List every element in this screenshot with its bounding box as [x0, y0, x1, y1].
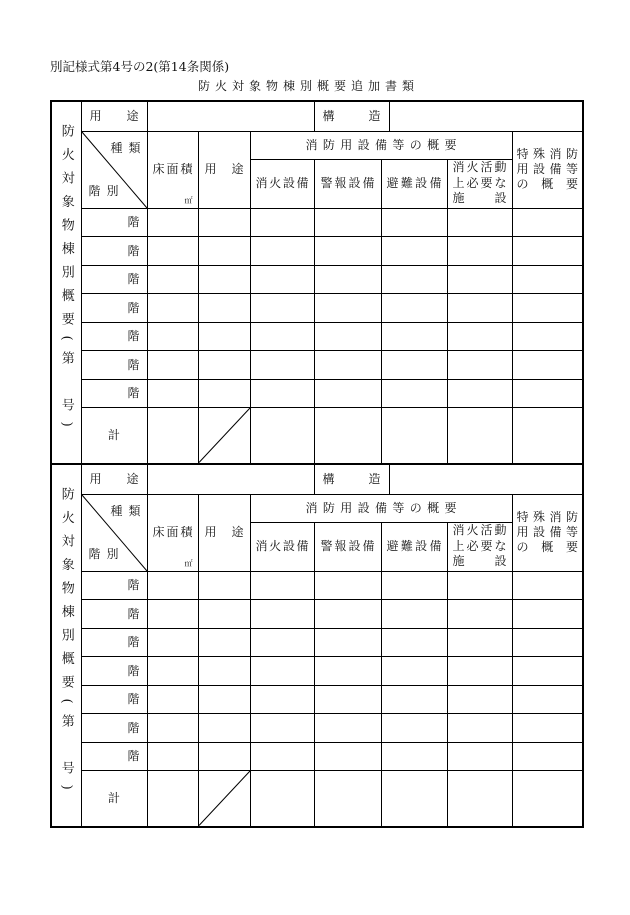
alarm-cell — [314, 208, 381, 237]
extinguishing-cell — [250, 294, 314, 323]
extinguishing-cell — [250, 685, 314, 714]
alarm-cell — [314, 685, 381, 714]
floor-area-cell — [147, 657, 198, 686]
structure-value-cell — [390, 102, 583, 131]
firefighting-facilities-header — [447, 522, 512, 571]
total-row — [51, 771, 583, 827]
total-special-equipment-cell — [512, 408, 583, 464]
special-equipment-header — [512, 131, 583, 208]
use-structure-row — [51, 464, 583, 494]
floor-area-cell — [147, 322, 198, 351]
special-equipment-cell — [512, 571, 583, 600]
special-equipment-cell — [512, 208, 583, 237]
alarm-cell — [314, 322, 381, 351]
use-cell — [198, 600, 250, 629]
use-header: 用途 — [198, 131, 250, 208]
extinguishing-equipment-header: 消火設備 — [250, 159, 314, 208]
extinguishing-cell — [250, 322, 314, 351]
floor-area-cell — [147, 571, 198, 600]
structure-cell — [314, 464, 583, 494]
use-cell — [198, 322, 250, 351]
equipment-overview-header: 消防用設備等の概要 — [250, 494, 512, 522]
alarm-equipment-header: 警報設備 — [314, 522, 381, 571]
floor-row — [51, 294, 583, 323]
evacuation-cell — [381, 742, 447, 771]
alarm-cell — [314, 742, 381, 771]
total-extinguishing-cell — [250, 408, 314, 464]
special-equipment-cell — [512, 600, 583, 629]
floor-row — [51, 742, 583, 771]
diagonal-line — [199, 408, 250, 463]
floor-label: 階 — [81, 379, 147, 408]
alarm-cell — [314, 265, 381, 294]
evacuation-cell — [381, 237, 447, 266]
special-equipment-line: 特殊消防 — [516, 510, 579, 524]
firefighting-facility-cell — [447, 571, 512, 600]
side-label-cell — [51, 101, 81, 464]
total-label: 計 — [81, 771, 147, 827]
special-equipment-cell — [512, 294, 583, 323]
extinguishing-equipment-header: 消火設備 — [250, 522, 314, 571]
special-equipment-line: の概要 — [516, 540, 579, 554]
total-alarm-cell — [314, 408, 381, 464]
firefighting-facility-cell — [447, 265, 512, 294]
extinguishing-cell — [250, 237, 314, 266]
firefighting-facility-cell — [447, 628, 512, 657]
special-equipment-line: 特殊消防 — [516, 147, 579, 161]
total-row — [51, 408, 583, 464]
diagonal-line — [199, 771, 250, 826]
side-label: 防火対象物棟別概要(第 号) — [58, 123, 74, 438]
side-label-cell — [51, 464, 81, 827]
use-cell — [198, 657, 250, 686]
evacuation-cell — [381, 351, 447, 380]
form-number: 別記様式第4号の2(第14条関係) — [50, 59, 230, 74]
special-equipment-cell — [512, 742, 583, 771]
firefighting-facility-cell — [447, 600, 512, 629]
floor-row — [51, 208, 583, 237]
extinguishing-cell — [250, 628, 314, 657]
alarm-cell — [314, 351, 381, 380]
firefighting-facilities-line: 消火活動 — [452, 523, 507, 538]
alarm-cell — [314, 237, 381, 266]
floor-area-cell — [147, 237, 198, 266]
floor-row — [51, 714, 583, 743]
evacuation-cell — [381, 628, 447, 657]
floor-label: 階 — [81, 208, 147, 237]
floor-label: 階 — [81, 294, 147, 323]
floor-row — [51, 571, 583, 600]
alarm-equipment-header: 警報設備 — [314, 159, 381, 208]
extinguishing-cell — [250, 657, 314, 686]
floor-row — [51, 265, 583, 294]
header-row — [51, 494, 583, 522]
use-cell — [198, 571, 250, 600]
floor-row — [51, 351, 583, 380]
total-floor-area-cell — [147, 771, 198, 827]
floor-label: 階 — [81, 600, 147, 629]
special-equipment-header — [512, 494, 583, 571]
floor-area-cell — [147, 628, 198, 657]
floor-area-cell — [147, 294, 198, 323]
structure-label: 構造 — [322, 109, 381, 124]
floor-label: 階 — [81, 742, 147, 771]
alarm-cell — [314, 657, 381, 686]
extinguishing-cell — [250, 714, 314, 743]
use-value-cell — [147, 464, 314, 494]
evacuation-cell — [381, 714, 447, 743]
evacuation-equipment-header: 避難設備 — [381, 159, 447, 208]
special-equipment-cell — [512, 237, 583, 266]
special-equipment-line: の概要 — [516, 177, 579, 191]
use-value-cell — [147, 101, 314, 131]
structure-label-box — [315, 465, 390, 494]
floor-header-label: 階別 — [88, 184, 125, 199]
evacuation-cell — [381, 657, 447, 686]
firefighting-facility-cell — [447, 714, 512, 743]
floor-area-cell — [147, 685, 198, 714]
floor-area-unit: ㎡ — [184, 558, 193, 568]
total-firefighting-facility-cell — [447, 408, 512, 464]
total-evacuation-cell — [381, 408, 447, 464]
floor-label: 階 — [81, 657, 147, 686]
total-use-cell-crossed — [198, 408, 250, 464]
extinguishing-cell — [250, 600, 314, 629]
use-cell — [198, 294, 250, 323]
header-row — [51, 131, 583, 159]
floor-row — [51, 657, 583, 686]
floor-area-label: 床面積 — [152, 162, 193, 177]
use-cell — [198, 628, 250, 657]
floor-area-cell — [147, 714, 198, 743]
alarm-cell — [314, 600, 381, 629]
floor-area-unit: ㎡ — [184, 195, 193, 205]
total-alarm-cell — [314, 771, 381, 827]
extinguishing-cell — [250, 379, 314, 408]
firefighting-facility-cell — [447, 379, 512, 408]
use-cell — [198, 685, 250, 714]
floor-area-cell — [147, 208, 198, 237]
floor-area-label: 床面積 — [152, 525, 193, 540]
use-cell — [198, 714, 250, 743]
building-overview-table — [50, 100, 584, 465]
floor-area-header — [147, 494, 198, 571]
evacuation-cell — [381, 600, 447, 629]
floor-label: 階 — [81, 628, 147, 657]
floor-row — [51, 685, 583, 714]
floor-label: 階 — [81, 237, 147, 266]
firefighting-facility-cell — [447, 208, 512, 237]
floor-label: 階 — [81, 322, 147, 351]
floor-label: 階 — [81, 685, 147, 714]
type-label: 種類 — [110, 503, 147, 518]
firefighting-facilities-line: 施設 — [452, 554, 507, 569]
floor-label: 階 — [81, 714, 147, 743]
alarm-cell — [314, 628, 381, 657]
firefighting-facilities-line: 消火活動 — [452, 160, 507, 175]
special-equipment-cell — [512, 657, 583, 686]
special-equipment-cell — [512, 322, 583, 351]
evacuation-equipment-header: 避難設備 — [381, 522, 447, 571]
floor-row — [51, 600, 583, 629]
floor-area-cell — [147, 379, 198, 408]
alarm-cell — [314, 379, 381, 408]
floor-label: 階 — [81, 265, 147, 294]
special-equipment-cell — [512, 714, 583, 743]
floor-area-header — [147, 131, 198, 208]
document-title: 防火対象物棟別概要追加書類 — [198, 79, 420, 93]
special-equipment-line: 用設備等 — [516, 525, 579, 539]
firefighting-facility-cell — [447, 322, 512, 351]
firefighting-facility-cell — [447, 237, 512, 266]
total-label: 計 — [81, 408, 147, 464]
floor-row — [51, 379, 583, 408]
type-floor-header — [81, 131, 147, 208]
alarm-cell — [314, 571, 381, 600]
use-cell — [198, 379, 250, 408]
evacuation-cell — [381, 322, 447, 351]
special-equipment-cell — [512, 351, 583, 380]
use-header: 用途 — [198, 494, 250, 571]
firefighting-facilities-line: 上必要な — [452, 175, 507, 190]
firefighting-facility-cell — [447, 742, 512, 771]
extinguishing-cell — [250, 208, 314, 237]
alarm-cell — [314, 294, 381, 323]
special-equipment-cell — [512, 379, 583, 408]
structure-label: 構造 — [322, 472, 381, 487]
type-floor-header — [81, 494, 147, 571]
floor-area-cell — [147, 265, 198, 294]
type-label: 種類 — [110, 140, 147, 155]
extinguishing-cell — [250, 265, 314, 294]
total-use-cell-crossed — [198, 771, 250, 827]
use-cell — [198, 208, 250, 237]
use-label: 用途 — [81, 464, 147, 494]
floor-row — [51, 628, 583, 657]
evacuation-cell — [381, 265, 447, 294]
evacuation-cell — [381, 208, 447, 237]
structure-label-box — [315, 102, 390, 131]
use-structure-row — [51, 101, 583, 131]
alarm-cell — [314, 714, 381, 743]
firefighting-facilities-line: 施設 — [452, 191, 507, 206]
use-cell — [198, 742, 250, 771]
building-overview-table — [50, 463, 584, 828]
floor-area-cell — [147, 742, 198, 771]
total-extinguishing-cell — [250, 771, 314, 827]
floor-area-cell — [147, 600, 198, 629]
extinguishing-cell — [250, 742, 314, 771]
evacuation-cell — [381, 379, 447, 408]
floor-area-cell — [147, 351, 198, 380]
structure-value-cell — [390, 465, 583, 494]
total-special-equipment-cell — [512, 771, 583, 827]
firefighting-facility-cell — [447, 351, 512, 380]
evacuation-cell — [381, 685, 447, 714]
floor-row — [51, 322, 583, 351]
floor-header-label: 階別 — [88, 547, 125, 562]
firefighting-facility-cell — [447, 657, 512, 686]
use-cell — [198, 237, 250, 266]
extinguishing-cell — [250, 571, 314, 600]
evacuation-cell — [381, 294, 447, 323]
floor-row — [51, 237, 583, 266]
equipment-overview-header: 消防用設備等の概要 — [250, 131, 512, 159]
floor-label: 階 — [81, 351, 147, 380]
firefighting-facilities-header — [447, 159, 512, 208]
total-firefighting-facility-cell — [447, 771, 512, 827]
floor-label: 階 — [81, 571, 147, 600]
special-equipment-line: 用設備等 — [516, 162, 579, 176]
special-equipment-cell — [512, 265, 583, 294]
use-cell — [198, 265, 250, 294]
total-floor-area-cell — [147, 408, 198, 464]
firefighting-facility-cell — [447, 685, 512, 714]
use-label: 用途 — [81, 101, 147, 131]
total-evacuation-cell — [381, 771, 447, 827]
special-equipment-cell — [512, 628, 583, 657]
firefighting-facilities-line: 上必要な — [452, 538, 507, 553]
extinguishing-cell — [250, 351, 314, 380]
special-equipment-cell — [512, 685, 583, 714]
firefighting-facility-cell — [447, 294, 512, 323]
side-label: 防火対象物棟別概要(第 号) — [58, 486, 74, 801]
structure-cell — [314, 101, 583, 131]
use-cell — [198, 351, 250, 380]
evacuation-cell — [381, 571, 447, 600]
